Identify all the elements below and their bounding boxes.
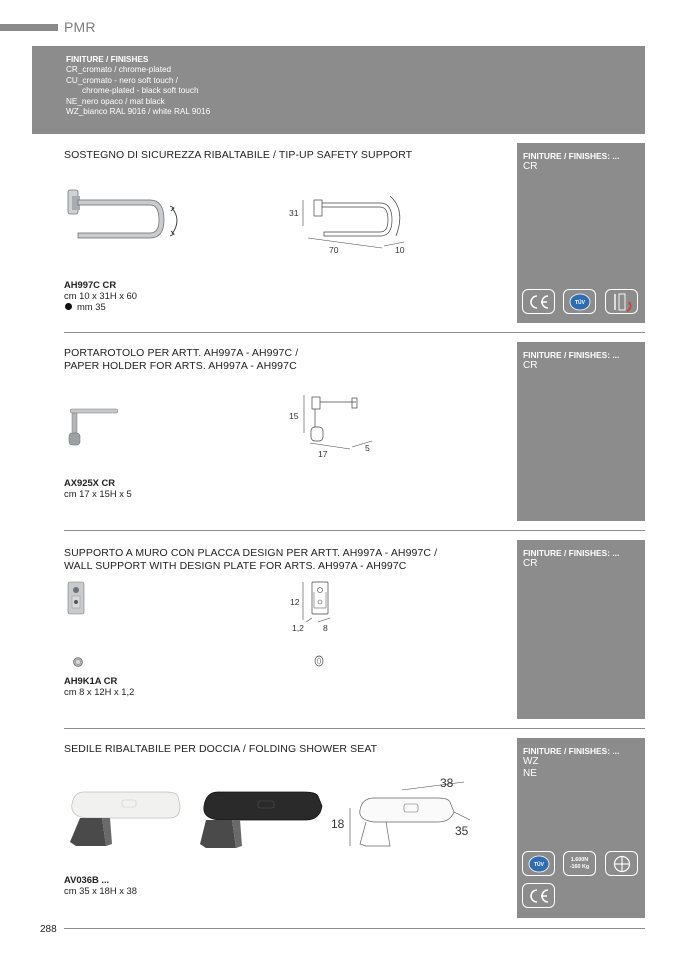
fold-down-icon (605, 289, 638, 314)
product-title (64, 743, 377, 756)
product-title-line: SEDILE RIBALTABILE PER DOCCIA / FOLDING SHOWER SEAT (64, 743, 378, 755)
product-code: AH997C CR (64, 279, 117, 290)
svg-text:TÜV: TÜV (574, 299, 585, 306)
product-title-line: PAPER HOLDER FOR ARTS. AH997A - AH997C (64, 359, 297, 372)
product-spec (64, 478, 132, 500)
finishes-panel-title: FINITURE / FINISHES: ... (523, 350, 620, 360)
product-spec (64, 280, 137, 312)
ce-mark-icon (522, 883, 555, 908)
product-title-line: WALL SUPPORT WITH DESIGN PLATE FOR ARTS. AH997A - AH997C (64, 559, 407, 572)
finish-line: WZ_bianco RAL 9016 / white RAL 9016 (66, 107, 211, 117)
finish-line: CR_cromato / chrome-plated (66, 65, 172, 75)
dimension-depth: 38 (440, 776, 454, 790)
finishes-legend-title: FINITURE / FINISHES (66, 55, 149, 64)
page-number: 288 (40, 924, 57, 935)
dimension-length: 17 (318, 449, 328, 459)
finish-code: CR (523, 161, 538, 172)
section-divider (64, 728, 645, 729)
finishes-panel (517, 540, 645, 719)
finishes-panel (517, 342, 645, 521)
ce-mark-icon (522, 289, 555, 314)
tuv-icon (522, 851, 555, 876)
product-code: AX925X CR (64, 477, 116, 488)
shower-seat-white-photo (66, 790, 186, 852)
finish-code: NE (523, 767, 537, 779)
load-badge-newton: 1.600N (570, 857, 589, 864)
section-divider (64, 530, 645, 531)
shower-seat-drawing (346, 780, 476, 850)
finishes-legend (32, 46, 645, 134)
wall-support-drawing (300, 578, 340, 628)
tip-up-support-photo (64, 186, 194, 246)
section-divider (64, 332, 645, 333)
finish-line: chrome-plated - black soft touch (82, 86, 199, 96)
dimension-height: 18 (331, 817, 345, 831)
crosshair-icon (605, 851, 638, 876)
product-title (64, 547, 437, 572)
wall-support-cap-photo (72, 656, 84, 668)
tuv-icon (563, 289, 596, 314)
finishes-panel-title: FINITURE / FINISHES: ... (523, 746, 620, 756)
load-badge-kg: -160 Kg (569, 863, 590, 870)
header-bar (0, 24, 58, 31)
product-size: cm 17 x 15H x 5 (64, 487, 132, 499)
paper-holder-photo (66, 403, 122, 453)
dimension-height: 12 (290, 597, 300, 607)
page-section-title: PMR (64, 19, 96, 35)
product-size: cm 35 x 18H x 38 (64, 884, 137, 896)
finish-code: WZ (523, 756, 539, 767)
load-badge (563, 851, 596, 876)
tip-up-support-drawing (300, 190, 420, 250)
bullet-dot-icon (65, 303, 72, 310)
product-diameter: mm 35 (77, 300, 106, 312)
dimension-height: 31 (289, 208, 299, 218)
product-size: cm 8 x 12H x 1,2 (64, 685, 135, 697)
shower-seat-black-photo (196, 790, 326, 852)
product-title-line: SOSTEGNO DI SICUREZZA RIBALTABILE / TIP-UP SAFETY SUPPORT (64, 149, 413, 161)
finish-line: CU_cromato - nero soft touch / (66, 75, 178, 85)
finish-line: NE_nero opaco / mat black (66, 96, 165, 106)
dimension-thickness: 1,2 (292, 623, 304, 633)
wall-support-cap-drawing (313, 654, 325, 668)
product-title (64, 347, 298, 372)
product-title (64, 149, 412, 162)
finish-code: CR (523, 360, 538, 371)
dimension-depth: 5 (365, 443, 370, 453)
dimension-width: 8 (323, 623, 328, 633)
dimension-length: 70 (329, 245, 339, 255)
footer-line (64, 928, 645, 929)
svg-text:TÜV: TÜV (533, 861, 544, 868)
finishes-panel-title: FINITURE / FINISHES: ... (523, 548, 620, 558)
product-spec (64, 875, 137, 897)
product-title-line: SUPPORTO A MURO CON PLACCA DESIGN PER ARTT. AH997A - AH997C / (64, 547, 438, 559)
finish-code: CR (523, 558, 538, 569)
dimension-width: 35 (455, 824, 469, 838)
product-code: AH9K1A CR (64, 675, 118, 686)
product-title-line: PORTAROTOLO PER ARTT. AH997A - AH997C / (64, 347, 299, 359)
dimension-depth: 10 (395, 245, 405, 255)
finishes-panel-title: FINITURE / FINISHES: ... (523, 151, 620, 161)
product-spec (64, 676, 134, 698)
product-code: AV036B ... (64, 874, 110, 885)
dimension-height: 15 (289, 411, 299, 421)
wall-support-photo (66, 580, 88, 618)
product-size: cm 10 x 31H x 60 (64, 289, 137, 301)
